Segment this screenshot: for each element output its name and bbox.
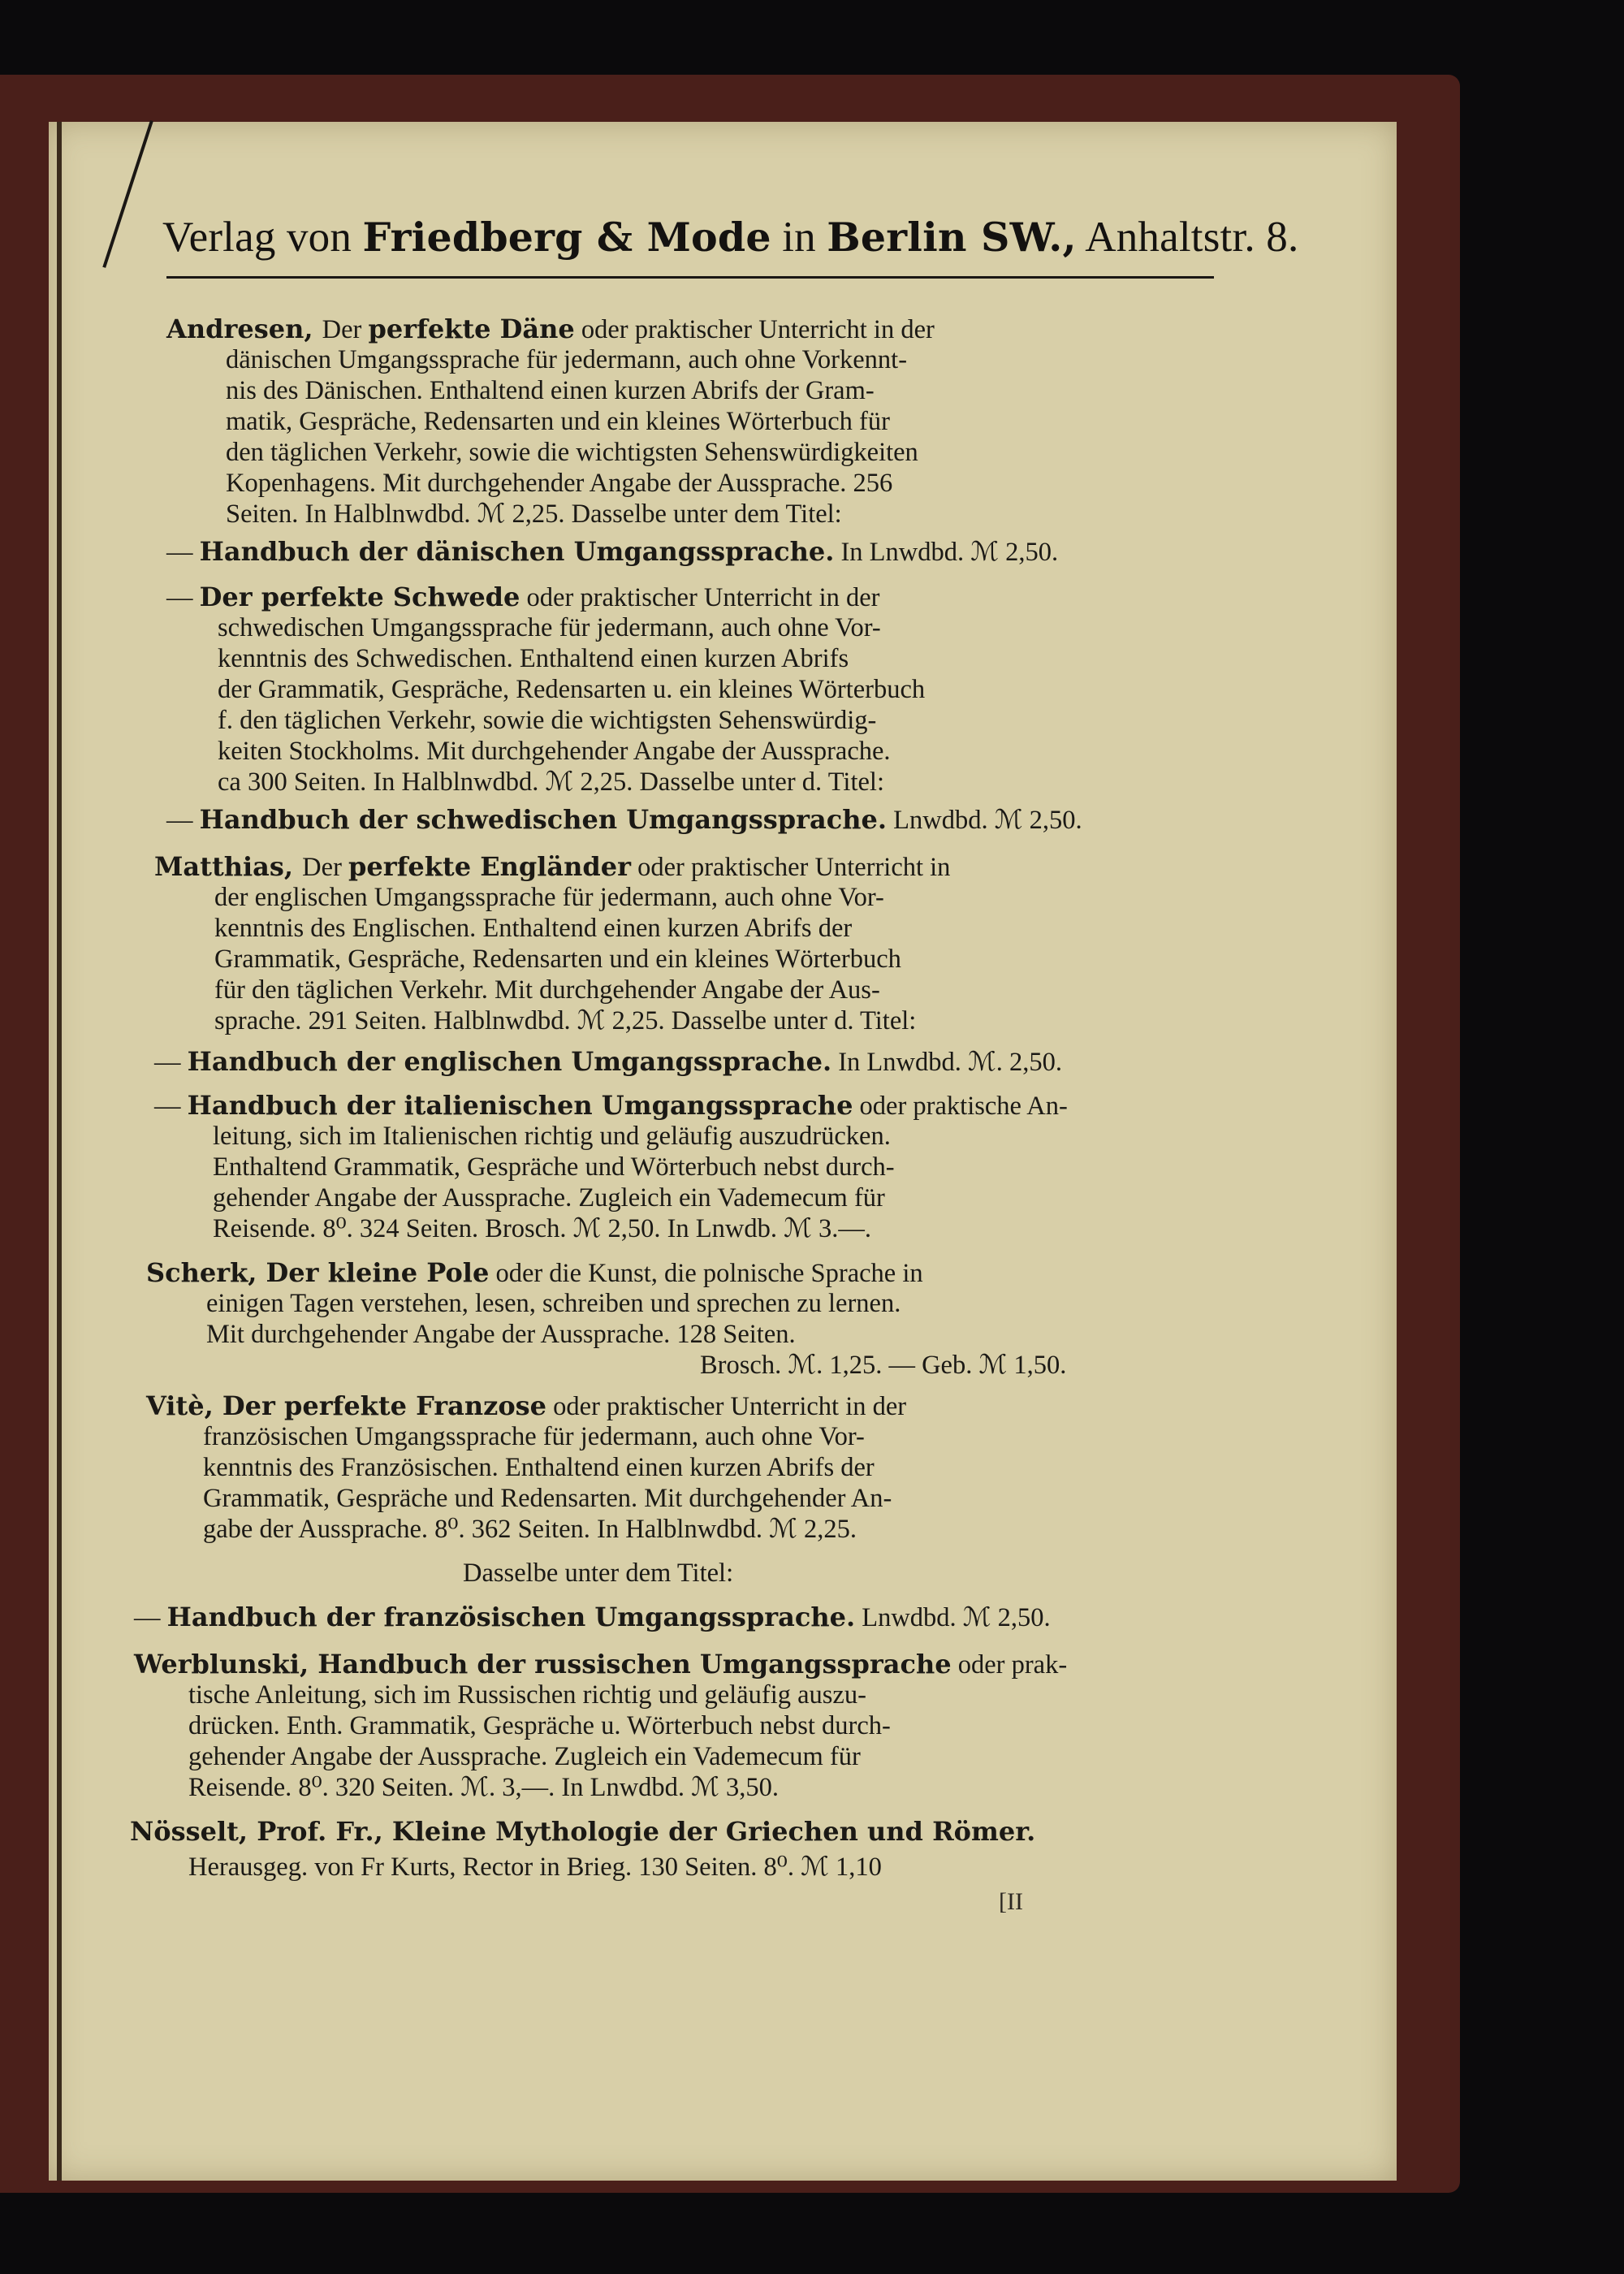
text-run: — bbox=[166, 538, 200, 567]
text-line bbox=[188, 1680, 866, 1710]
bold-run: Scherk, Der kleine Pole bbox=[146, 1257, 490, 1288]
text-line bbox=[214, 944, 901, 975]
bold-run: perfekte Däne bbox=[368, 313, 575, 344]
text-run: Kopenhagens. Mit durchgehender Angabe der Aussprache. 256 bbox=[226, 469, 893, 498]
text-run: Der bbox=[322, 315, 369, 344]
text-run: Seiten. In Halblnwdbd. ℳ 2,25. Dasselbe unter dem Titel: bbox=[226, 499, 842, 529]
text-run: französischen Umgangssprache für jedermann, auch ohne Vor- bbox=[203, 1422, 865, 1451]
page-gutter bbox=[57, 122, 62, 2181]
bold-run: Handbuch der französischen Umgangssprache. bbox=[166, 1602, 856, 1632]
text-run: den täglichen Verkehr, sowie die wichtigsten Sehenswürdigkeiten bbox=[226, 438, 918, 467]
header-city: Berlin SW., bbox=[827, 214, 1077, 261]
text-line bbox=[218, 643, 849, 674]
text-line bbox=[134, 1649, 1067, 1680]
text-run: oder praktische An- bbox=[853, 1092, 1068, 1121]
text-run: oder prak- bbox=[951, 1650, 1068, 1680]
header-rule bbox=[166, 276, 1214, 279]
text-run: kenntnis des Englischen. Enthaltend einen kurzen Abrifs der bbox=[214, 914, 853, 943]
text-line bbox=[134, 1602, 1051, 1632]
text-line bbox=[206, 1319, 796, 1350]
text-run: Brosch. ℳ. 1,25. — Geb. ℳ 1,50. bbox=[700, 1351, 1067, 1380]
text-run: — bbox=[166, 806, 200, 835]
text-line bbox=[463, 1558, 733, 1589]
text-run: oder praktischer Unterricht in bbox=[630, 853, 951, 882]
bold-run: Andresen, bbox=[166, 313, 322, 344]
text-line bbox=[226, 437, 918, 468]
bold-run: Matthias, bbox=[154, 851, 303, 882]
text-line bbox=[218, 705, 876, 736]
text-run: drücken. Enth. Grammatik, Gespräche u. Wörterbuch nebst durch- bbox=[188, 1711, 891, 1740]
text-line bbox=[154, 851, 950, 882]
bold-run: perfekte Engländer bbox=[348, 851, 631, 882]
text-run: Reisende. 8⁰. 324 Seiten. Brosch. ℳ 2,50. In Lnwdb. ℳ 3.—. bbox=[213, 1214, 871, 1243]
text-run: — bbox=[134, 1603, 167, 1632]
header-prefix: Verlag von bbox=[162, 214, 363, 261]
text-run: sprache. 291 Seiten. Halblnwdbd. ℳ 2,25. Dasselbe unter d. Titel: bbox=[214, 1006, 917, 1035]
bold-run: Handbuch der dänischen Umgangssprache. bbox=[199, 536, 835, 567]
text-run: Lnwdbd. ℳ 2,50. bbox=[855, 1603, 1051, 1632]
text-run: nis des Dänischen. Enthaltend einen kurzen Abrifs der Gram- bbox=[226, 376, 875, 405]
text-run: gehender Angabe der Aussprache. Zugleich ein Vademecum für bbox=[188, 1742, 861, 1771]
text-line bbox=[218, 767, 884, 798]
text-run: kenntnis des Französischen. Enthaltend einen kurzen Abrifs der bbox=[203, 1453, 875, 1482]
text-run: Lnwdbd. ℳ 2,50. bbox=[887, 806, 1082, 835]
text-run: oder praktischer Unterricht in der bbox=[574, 315, 935, 344]
text-run: In Lnwdbd. ℳ. 2,50. bbox=[831, 1048, 1063, 1077]
text-line bbox=[188, 1852, 882, 1883]
header-suffix: Anhaltstr. 8. bbox=[1076, 214, 1299, 261]
text-run: matik, Gespräche, Redensarten und ein kleines Wörterbuch für bbox=[226, 407, 890, 436]
text-run: Mit durchgehender Angabe der Aussprache. 128 Seiten. bbox=[206, 1320, 796, 1349]
text-run: Grammatik, Gespräche, Redensarten und ein kleines Wörterbuch bbox=[214, 945, 901, 974]
text-run: schwedischen Umgangssprache für jedermann, auch ohne Vor- bbox=[218, 613, 881, 642]
text-line bbox=[218, 674, 925, 705]
text-line bbox=[166, 536, 1058, 567]
text-line bbox=[166, 581, 880, 612]
text-line bbox=[213, 1152, 895, 1182]
text-line bbox=[214, 882, 884, 913]
text-line bbox=[203, 1483, 892, 1514]
text-run: oder die Kunst, die polnische Sprache in bbox=[489, 1259, 923, 1288]
text-line bbox=[226, 375, 875, 406]
text-run: oder praktischer Unterricht in der bbox=[520, 583, 880, 612]
text-run: Dasselbe unter dem Titel: bbox=[463, 1559, 734, 1588]
text-run: einigen Tagen verstehen, lesen, schreiben und sprechen zu lernen. bbox=[206, 1289, 901, 1318]
bold-run: Werblunski, Handbuch der russischen Umgangssprache bbox=[134, 1649, 952, 1680]
text-line bbox=[154, 1046, 1062, 1077]
text-run: kenntnis des Schwedischen. Enthaltend einen kurzen Abrifs bbox=[218, 644, 849, 673]
text-line bbox=[226, 499, 842, 530]
text-line bbox=[700, 1350, 1066, 1381]
text-run: gabe der Aussprache. 8⁰. 362 Seiten. In Halblnwdbd. ℳ 2,25. bbox=[203, 1515, 857, 1544]
text-line bbox=[226, 406, 890, 437]
text-run: ca 300 Seiten. In Halblnwdbd. ℳ 2,25. Dasselbe unter d. Titel: bbox=[218, 767, 884, 797]
text-run: — bbox=[154, 1048, 188, 1077]
header-mid: in bbox=[771, 214, 827, 261]
text-line bbox=[203, 1452, 875, 1483]
text-run: der englischen Umgangssprache für jedermann, auch ohne Vor- bbox=[214, 883, 884, 912]
text-run: Der bbox=[302, 853, 349, 882]
text-line bbox=[130, 1816, 1035, 1847]
text-run: Reisende. 8⁰. 320 Seiten. ℳ. 3,—. In Lnwdbd. ℳ 3,50. bbox=[188, 1773, 780, 1802]
text-run: leitung, sich im Italienischen richtig und geläufig auszudrücken. bbox=[213, 1122, 891, 1151]
text-run: Grammatik, Gespräche und Redensarten. Mit durchgehender An- bbox=[203, 1484, 892, 1513]
text-line bbox=[146, 1257, 923, 1288]
text-line bbox=[226, 468, 892, 499]
text-run: tische Anleitung, sich im Russischen richtig und geläufig auszu- bbox=[188, 1680, 866, 1710]
text-run: — bbox=[154, 1092, 188, 1121]
text-line bbox=[214, 1005, 916, 1036]
text-run: der Grammatik, Gespräche, Redensarten u. ein kleines Wörterbuch bbox=[218, 675, 926, 704]
text-line bbox=[188, 1772, 779, 1803]
text-run: für den täglichen Verkehr. Mit durchgehender Angabe der Aus- bbox=[214, 975, 880, 1005]
text-run: Enthaltend Grammatik, Gespräche und Wörterbuch nebst durch- bbox=[213, 1152, 895, 1182]
text-run: — bbox=[166, 583, 200, 612]
text-line bbox=[166, 313, 935, 344]
text-line bbox=[213, 1213, 871, 1244]
text-line bbox=[206, 1288, 901, 1319]
text-line bbox=[188, 1710, 891, 1741]
text-run: f. den täglichen Verkehr, sowie die wichtigsten Sehenswürdig- bbox=[218, 706, 877, 735]
text-line bbox=[214, 913, 852, 944]
text-line bbox=[226, 344, 907, 375]
bold-run: Handbuch der schwedischen Umgangssprache. bbox=[199, 804, 887, 835]
bold-run: Nösselt, Prof. Fr., Kleine Mythologie der Griechen und Römer. bbox=[130, 1816, 1036, 1847]
text-line bbox=[203, 1514, 857, 1545]
text-line bbox=[218, 736, 891, 767]
text-run: keiten Stockholms. Mit durchgehender Angabe der Aussprache. bbox=[218, 737, 891, 766]
page-header bbox=[162, 213, 1299, 270]
text-run: dänischen Umgangssprache für jedermann, auch ohne Vorkennt- bbox=[226, 345, 908, 374]
bold-run: Handbuch der italienischen Umgangssprache bbox=[187, 1090, 853, 1121]
text-line bbox=[203, 1421, 865, 1452]
header-publisher: Friedberg & Mode bbox=[362, 214, 771, 261]
text-run: oder praktischer Unterricht in der bbox=[546, 1392, 907, 1421]
text-line bbox=[213, 1121, 891, 1152]
text-run: Herausgeg. von Fr Kurts, Rector in Brieg. 130 Seiten. 8⁰. ℳ 1,10 bbox=[188, 1852, 882, 1882]
text-line bbox=[146, 1390, 906, 1421]
bold-run: Der perfekte Schwede bbox=[199, 581, 520, 612]
text-line bbox=[166, 804, 1082, 835]
bold-run: Vitè, Der perfekte Franzose bbox=[146, 1390, 547, 1421]
bold-run: Handbuch der englischen Umgangssprache. bbox=[187, 1046, 832, 1077]
text-run: In Lnwdbd. ℳ 2,50. bbox=[834, 538, 1059, 567]
text-line bbox=[218, 612, 881, 643]
text-line bbox=[214, 975, 880, 1005]
text-line bbox=[188, 1741, 861, 1772]
text-run: gehender Angabe der Aussprache. Zugleich ein Vademecum für bbox=[213, 1183, 885, 1213]
text-line bbox=[154, 1090, 1068, 1121]
signature-mark: [II bbox=[999, 1888, 1023, 1915]
text-line bbox=[213, 1182, 885, 1213]
